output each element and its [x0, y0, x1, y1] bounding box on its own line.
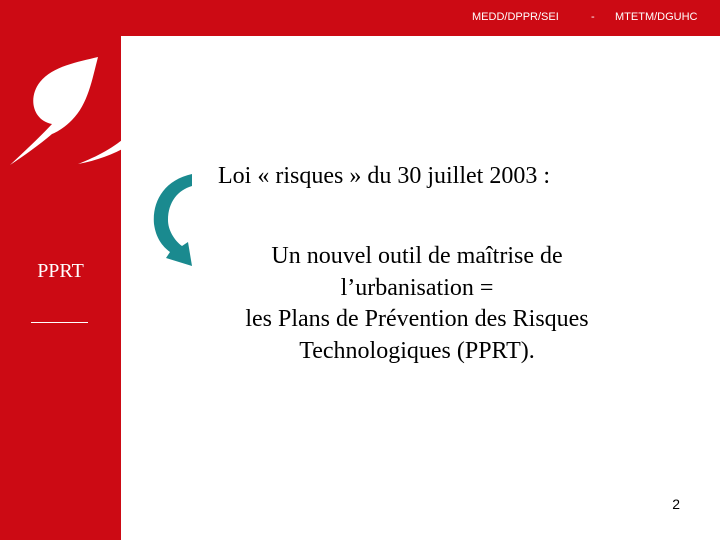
body-line: Un nouvel outil de maîtrise de: [271, 243, 563, 269]
header-left-text: MEDD/DPPR/SEI: [472, 11, 559, 23]
sidebar-label: PPRT: [37, 260, 84, 282]
sidebar-divider: [31, 322, 88, 323]
body-line: les Plans de Prévention des Risques: [245, 306, 589, 332]
header-separator: -: [591, 11, 595, 23]
slide-subtitle: Loi « risques » du 30 juillet 2003 :: [218, 163, 550, 189]
header-right-text: MTETM/DGUHC: [615, 11, 698, 23]
leaf-logo-icon: [6, 40, 162, 172]
body-line: l’urbanisation =: [340, 274, 494, 301]
slide-body: [187, 241, 647, 367]
body-line: Technologiques (PPRT).: [299, 337, 535, 364]
page-number: 2: [672, 496, 680, 512]
